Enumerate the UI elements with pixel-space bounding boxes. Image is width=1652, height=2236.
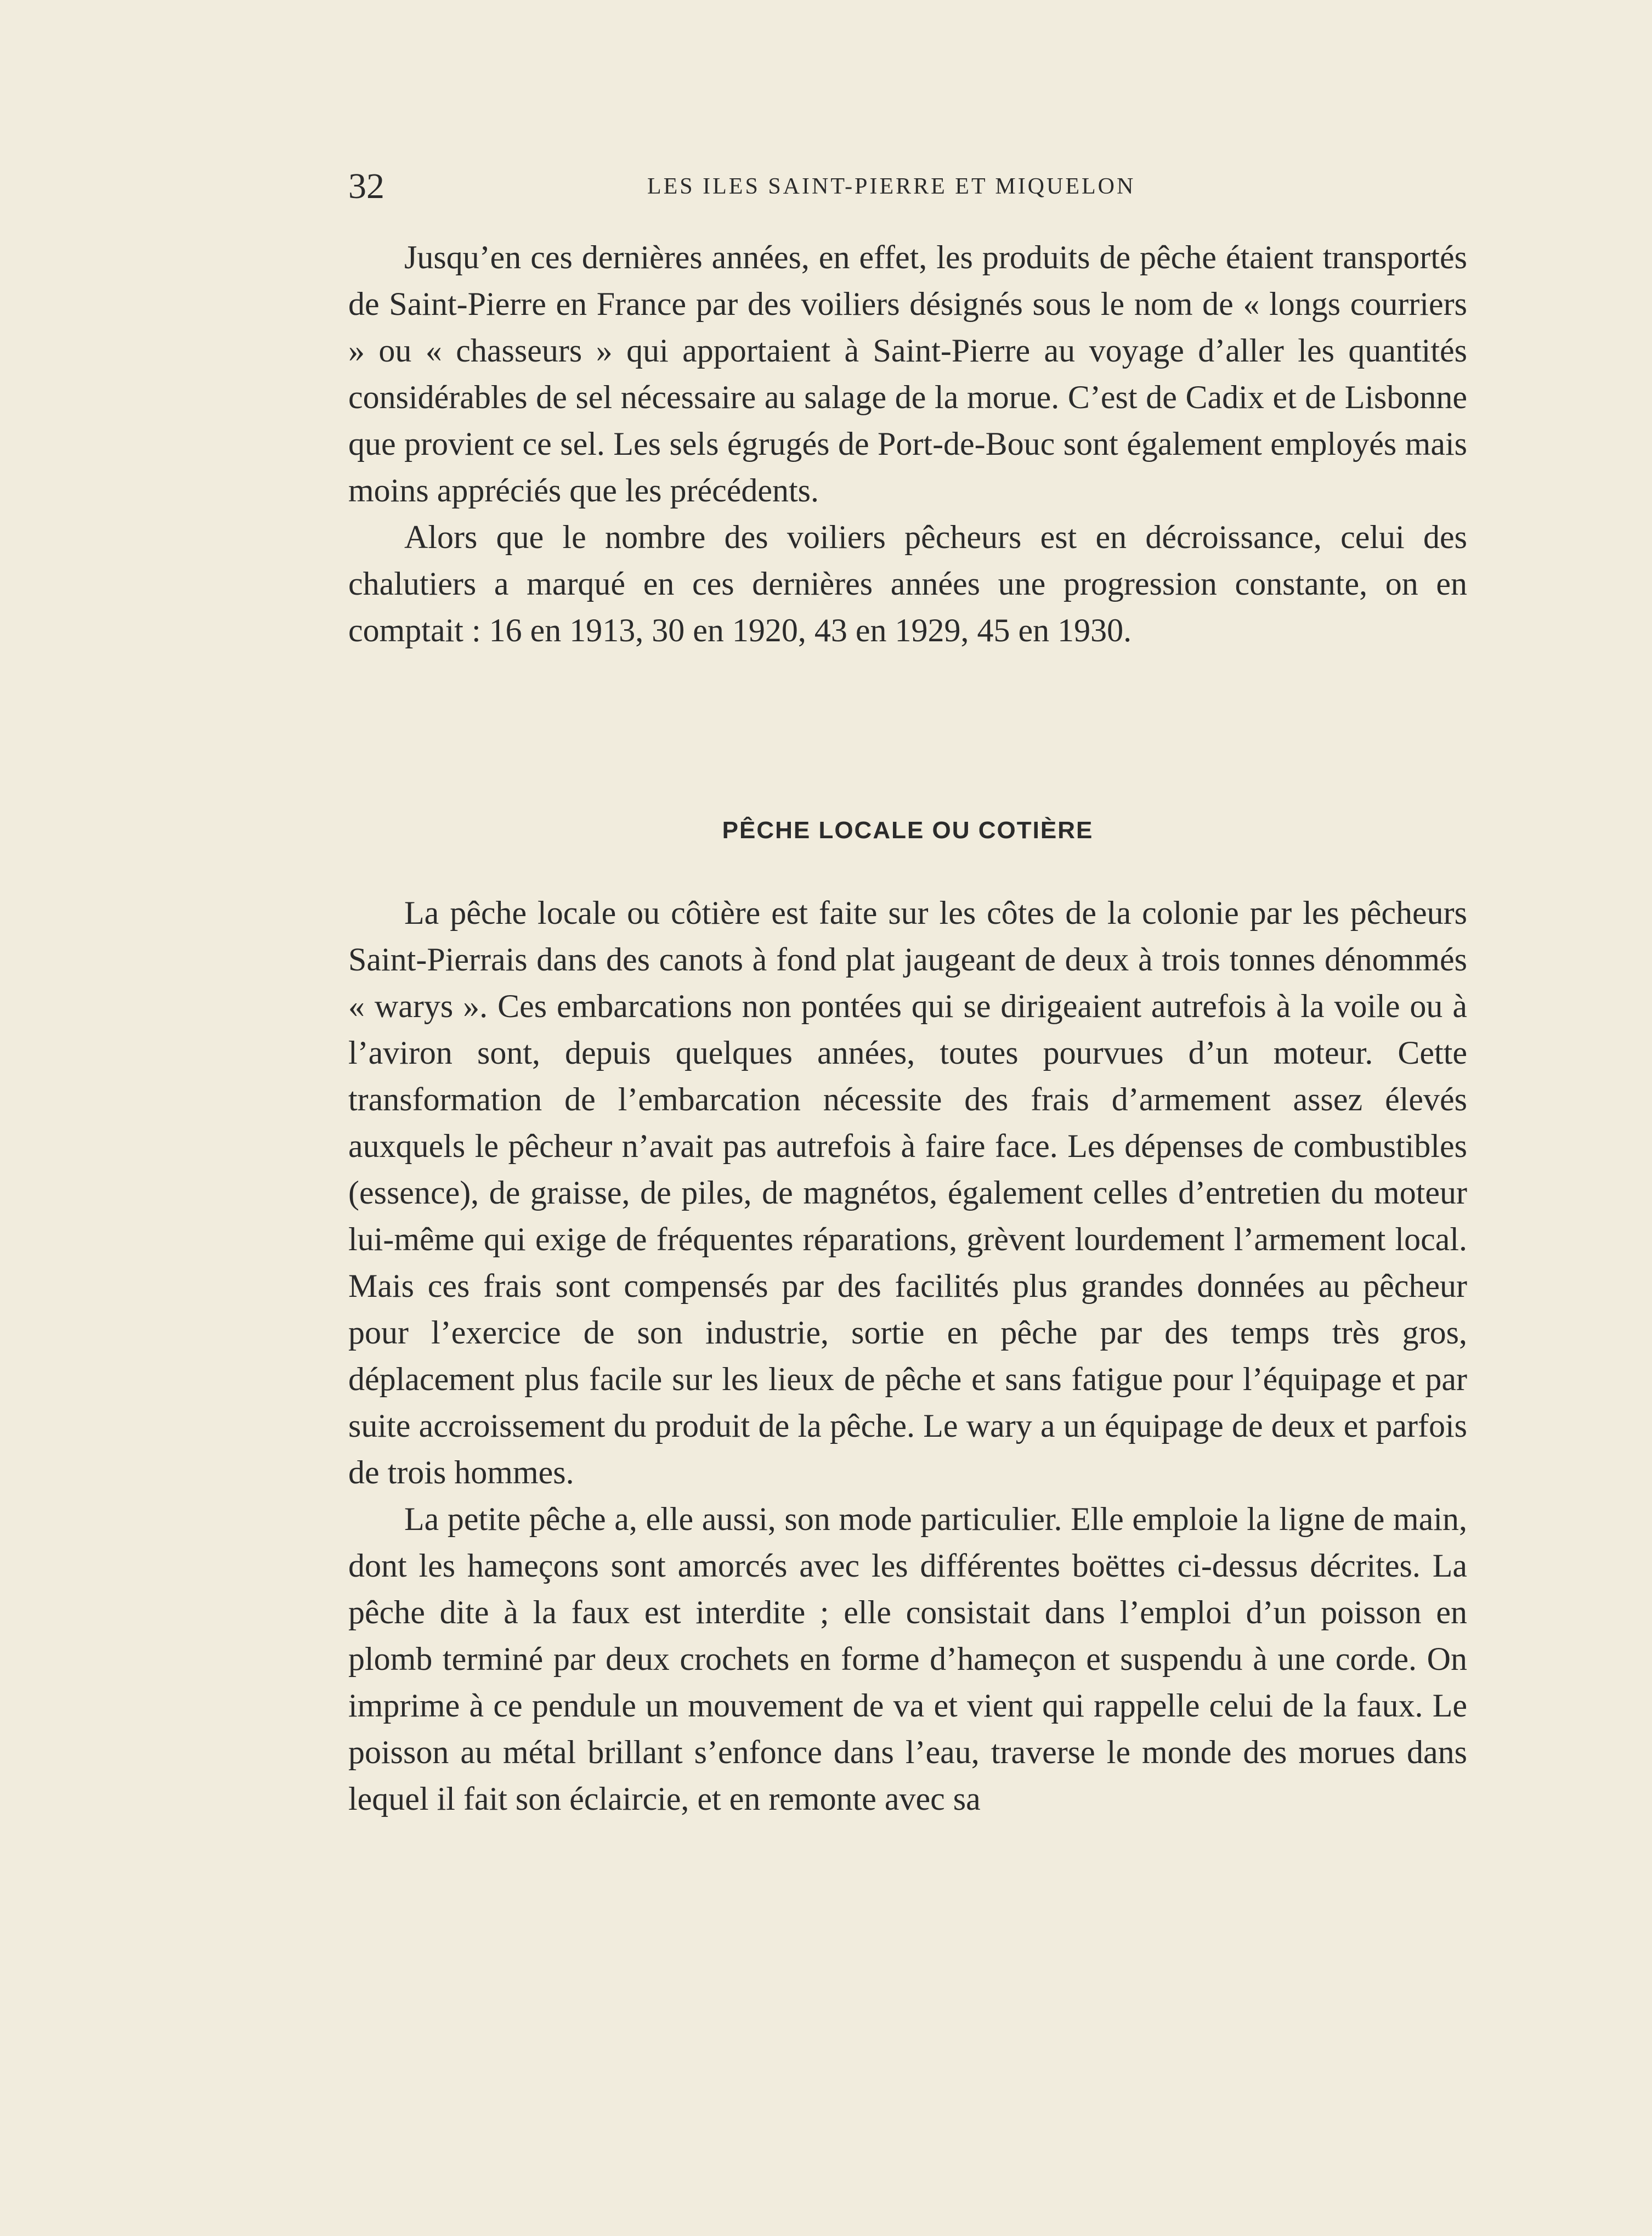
text-block-bottom xyxy=(348,890,1467,1822)
section-heading: PÊCHE LOCALE OU COTIÈRE xyxy=(722,817,1094,844)
paragraph-small-fishing: La petite pêche a, elle aussi, son mode particulier. Elle emploie la ligne de main, dont les hameçons sont amorcés avec les différentes boëttes ci-dessus décrites. La pêche dite à la faux est interdite ; elle consistait dans l’emploi d’un poisson en plomb terminé par deux crochets en forme d’hameçon et suspendu à une corde. On imprime à ce pendule un mouvement de va et vient qui rappelle celui de la faux. Le poisson au métal brillant s’enfonce dans l’eau, traverse le monde des morues dans lequel il fait son éclaircie, et en remonte avec sa xyxy=(348,1501,1467,1817)
paragraph-salt-transport: Jusqu’en ces dernières années, en effet, les produits de pêche étaient transportés de Saint-Pierre en France par des voiliers désignés sous le nom de « longs courriers » ou « chasseurs » qui apportaient à Saint-Pierre au voyage d’aller les quantités considérables de sel nécessaire au salage de la morue. C’est de Cadix et de Lisbonne que provient ce sel. Les sels égrugés de Port-de-Bouc sont également employés mais moins appréciés que les précédents. xyxy=(348,239,1467,509)
paragraph-trawlers: Alors que le nombre des voiliers pêcheurs est en décroissance, celui des chalutiers a marqué en ces dernières années une progression constante, on en comptait : 16 en 1913, 30 en 1920, 43 en 1929, 45 en 1930. xyxy=(348,519,1467,648)
running-head xyxy=(348,165,1352,208)
running-title: LES ILES SAINT-PIERRE ET MIQUELON xyxy=(647,174,1136,199)
paragraph-local-fishing: La pêche locale ou côtière est faite sur les côtes de la colonie par les pêcheurs Saint-Pierrais dans des canots à fond plat jaugeant de deux à trois tonnes dénommés « warys ». Ces embarcations non pontées qui se dirigeaient autrefois à la voile ou à l’aviron sont, depuis quelques années, toutes pourvues d’un moteur. Cette transformation de l’embarcation nécessite des frais d’armement assez élevés auxquels le pêcheur n’avait pas autrefois à faire face. Les dépenses de combustibles (essence), de graisse, de piles, de magnétos, également celles d’entretien du moteur lui-même qui exige de fréquentes réparations, grèvent lourdement l’armement local. Mais ces frais sont compensés par des facilités plus grandes données au pêcheur pour l’exercice de son industrie, sortie en pêche par des temps très gros, déplacement plus facile sur les lieux de pêche et sans fatigue pour l’équipage et par suite accroissement du produit de la pêche. Le wary a un équipage de deux et parfois de trois hommes. xyxy=(348,895,1467,1490)
page-number: 32 xyxy=(348,166,384,206)
text-block-top xyxy=(348,234,1467,654)
